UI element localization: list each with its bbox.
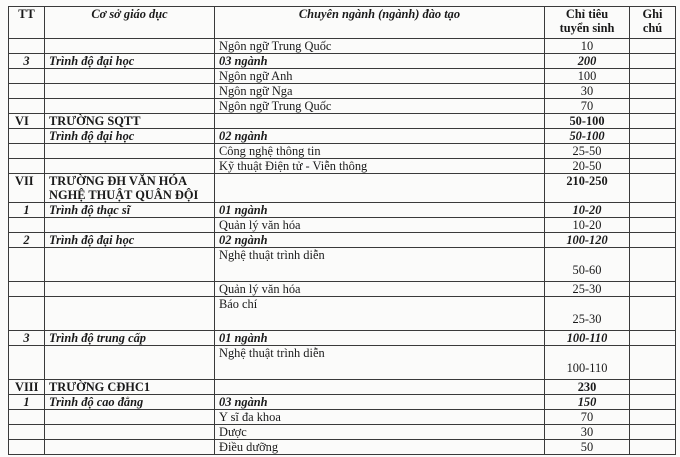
row-school [45, 425, 215, 440]
row-note [630, 331, 676, 346]
row-note [630, 380, 676, 395]
table-row [9, 39, 676, 54]
row-quota: 150 [545, 395, 630, 410]
table-row [9, 69, 676, 84]
row-note [630, 129, 676, 144]
row-school: Trình độ đại học [45, 233, 215, 248]
row-major [215, 114, 545, 129]
row-school: Trình độ đại học [45, 129, 215, 144]
row-note [630, 174, 676, 203]
row-tt: 1 [9, 203, 45, 218]
row-tt: 1 [9, 395, 45, 410]
header-quota [545, 7, 630, 39]
table-row [9, 114, 676, 129]
row-quota: 100-110 [545, 346, 630, 380]
row-major: Nghệ thuật trình diễn [215, 346, 545, 380]
table-row [9, 203, 676, 218]
table-row [9, 410, 676, 425]
row-school [45, 297, 215, 331]
row-note [630, 248, 676, 282]
row-tt [9, 69, 45, 84]
row-major: 01 ngành [215, 331, 545, 346]
row-quota: 30 [545, 84, 630, 99]
table-row [9, 380, 676, 395]
row-major: 01 ngành [215, 203, 545, 218]
row-tt: VIII [9, 380, 45, 395]
header-quota-line2: tuyển sinh [559, 21, 615, 35]
row-quota: 210-250 [545, 174, 630, 203]
row-quota: 70 [545, 410, 630, 425]
row-quota: 70 [545, 99, 630, 114]
row-tt [9, 282, 45, 297]
table-row [9, 54, 676, 69]
table-row [9, 218, 676, 233]
row-major: Ngôn ngữ Nga [215, 84, 545, 99]
row-school [45, 282, 215, 297]
row-quota: 25-50 [545, 144, 630, 159]
row-major: Quản lý văn hóa [215, 218, 545, 233]
row-school [45, 346, 215, 380]
row-tt [9, 425, 45, 440]
row-school [45, 174, 215, 203]
row-quota: 25-30 [545, 282, 630, 297]
row-school [45, 159, 215, 174]
row-tt [9, 218, 45, 233]
row-note [630, 114, 676, 129]
row-quota: 230 [545, 380, 630, 395]
row-quota: 100 [545, 69, 630, 84]
row-tt [9, 144, 45, 159]
row-tt [9, 99, 45, 114]
row-note [630, 203, 676, 218]
row-major: Quản lý văn hóa [215, 282, 545, 297]
row-major: Công nghệ thông tin [215, 144, 545, 159]
row-major: Kỹ thuật Điện tử - Viễn thông [215, 159, 545, 174]
row-school: Trình độ đại học [45, 54, 215, 69]
row-major: Điều dưỡng [215, 440, 545, 455]
row-major [215, 174, 545, 203]
row-quota: 25-30 [545, 297, 630, 331]
table-row [9, 297, 676, 331]
row-note [630, 410, 676, 425]
row-tt [9, 84, 45, 99]
row-school: TRƯỜNG CĐHC1 [45, 380, 215, 395]
row-quota: 20-50 [545, 159, 630, 174]
row-note [630, 144, 676, 159]
row-note [630, 99, 676, 114]
row-quota: 10-20 [545, 218, 630, 233]
row-quota: 50 [545, 440, 630, 455]
row-tt: VII [9, 174, 45, 203]
row-tt [9, 346, 45, 380]
row-note [630, 425, 676, 440]
row-major: 03 ngành [215, 54, 545, 69]
row-note [630, 395, 676, 410]
header-tt: TT [9, 7, 45, 39]
enrollment-table [8, 6, 676, 455]
row-quota: 200 [545, 54, 630, 69]
table-row [9, 84, 676, 99]
row-note [630, 297, 676, 331]
row-note [630, 440, 676, 455]
table-row [9, 174, 676, 203]
table-row [9, 144, 676, 159]
header-major: Chuyên ngành (ngành) đào tạo [215, 7, 545, 39]
row-tt: VI [9, 114, 45, 129]
row-major: Nghệ thuật trình diễn [215, 248, 545, 282]
row-note [630, 233, 676, 248]
table-row [9, 159, 676, 174]
row-school-line2: NGHỆ THUẬT QUÂN ĐỘI [49, 188, 199, 202]
row-major: Y sĩ đa khoa [215, 410, 545, 425]
table-row [9, 233, 676, 248]
row-quota: 30 [545, 425, 630, 440]
row-school [45, 440, 215, 455]
row-major: 02 ngành [215, 233, 545, 248]
row-school [45, 99, 215, 114]
row-note [630, 39, 676, 54]
row-school: Trình độ trung cấp [45, 331, 215, 346]
header-row [9, 7, 676, 39]
row-major: Báo chí [215, 297, 545, 331]
row-quota: 50-100 [545, 114, 630, 129]
row-school [45, 248, 215, 282]
table-row [9, 346, 676, 380]
row-quota: 50-60 [545, 248, 630, 282]
row-quota: 100-120 [545, 233, 630, 248]
table-row [9, 395, 676, 410]
row-major: Ngôn ngữ Trung Quốc [215, 99, 545, 114]
row-major: 02 ngành [215, 129, 545, 144]
table-row [9, 99, 676, 114]
row-note [630, 346, 676, 380]
row-major: Ngôn ngữ Trung Quốc [215, 39, 545, 54]
row-tt [9, 248, 45, 282]
row-school: Trình độ thạc sĩ [45, 203, 215, 218]
row-quota: 10 [545, 39, 630, 54]
table-row [9, 425, 676, 440]
row-school [45, 84, 215, 99]
row-tt [9, 410, 45, 425]
row-school [45, 218, 215, 233]
table-row [9, 440, 676, 455]
row-school-line1: TRƯỜNG ĐH VĂN HÓA [49, 174, 188, 188]
header-note-line1: Ghi [642, 7, 663, 21]
row-school: Trình độ cao đẳng [45, 395, 215, 410]
row-school [45, 39, 215, 54]
row-major: Ngôn ngữ Anh [215, 69, 545, 84]
row-note [630, 218, 676, 233]
row-note [630, 69, 676, 84]
row-school [45, 69, 215, 84]
row-tt [9, 129, 45, 144]
row-note [630, 84, 676, 99]
row-tt [9, 159, 45, 174]
row-major [215, 380, 545, 395]
row-tt [9, 39, 45, 54]
header-note [630, 7, 676, 39]
row-school [45, 410, 215, 425]
row-tt: 2 [9, 233, 45, 248]
table-row [9, 331, 676, 346]
row-note [630, 282, 676, 297]
header-note-line2: chú [642, 21, 663, 35]
row-quota: 10-20 [545, 203, 630, 218]
table-row [9, 129, 676, 144]
row-note [630, 54, 676, 69]
table-row [9, 248, 676, 282]
row-school [45, 144, 215, 159]
row-quota: 50-100 [545, 129, 630, 144]
row-tt: 3 [9, 331, 45, 346]
header-quota-line1: Chỉ tiêu [565, 7, 609, 21]
header-school: Cơ sở giáo dục [45, 7, 215, 39]
row-tt: 3 [9, 54, 45, 69]
row-tt [9, 297, 45, 331]
row-major: Dược [215, 425, 545, 440]
row-quota: 100-110 [545, 331, 630, 346]
table-row [9, 282, 676, 297]
row-tt [9, 440, 45, 455]
row-major: 03 ngành [215, 395, 545, 410]
row-school: TRƯỜNG SQTT [45, 114, 215, 129]
row-note [630, 159, 676, 174]
